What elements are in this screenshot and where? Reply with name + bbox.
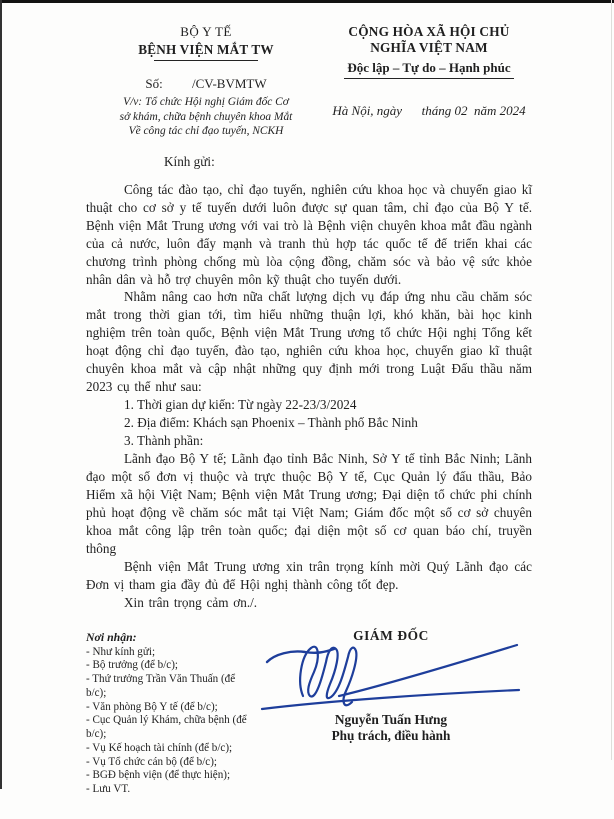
list-item-time: 1. Thời gian dự kiến: Từ ngày 22-23/3/2024 <box>124 397 357 413</box>
recipient-item: - Văn phòng Bộ Y tế (để b/c); <box>86 700 218 713</box>
handwritten-signature <box>259 638 523 718</box>
ministry-name: BỘ Y TẾ <box>180 24 232 39</box>
scan-artifact-top-edge <box>0 0 614 3</box>
salutation: Kính gửi: <box>164 153 215 169</box>
document-subject <box>86 95 326 139</box>
header-issuer-block <box>86 24 326 139</box>
scan-artifact-right-edge <box>611 0 612 760</box>
recipient-item: - BGĐ bệnh viện (để thực hiện); <box>86 769 231 782</box>
letter-header <box>86 24 532 139</box>
signer-name: Nguyễn Tuấn Hưng <box>334 711 448 727</box>
recipient-item: - Lưu VT. <box>86 783 131 796</box>
recipient-item: - Thứ trưởng Trần Văn Thuấn (để b/c); <box>86 673 236 699</box>
signer-title: GIÁM ĐỐC <box>353 627 429 643</box>
scan-artifact-left-edge <box>0 0 2 789</box>
list-item-venue: 2. Địa điểm: Khách sạn Phoenix – Thành phố Bắc Ninh <box>124 415 418 431</box>
organization-underline <box>154 60 258 61</box>
header-national-block <box>326 24 532 139</box>
paragraph-purpose: Nhằm nâng cao hơn nữa chất lượng dịch vụ đáp ứng nhu cầu chăm sóc mắt trong thời gian tới, tìm hiểu những thuận lợi, khó khăn, bài học kinh nghiệm trên toàn quốc, Bệnh viện Mắt Trung ương tổ chức Hội nghị Tổng kết hoạt động chỉ đạo tuyến, đào tạo, nghiên cứu khoa học, chuyển giao kĩ thuật chuyên khoa mắt và cập nhật những quy định mới trong Luật Đấu thầu năm 2023 cụ thể như sau: <box>86 289 532 395</box>
paragraph-closing: Xin trân trọng cảm ơn./. <box>124 594 258 610</box>
recipients-label: Nơi nhận: <box>86 629 137 644</box>
letter-body <box>86 153 532 612</box>
document-number: Số: /CV-BVMTW <box>145 76 267 91</box>
paragraph-intro: Công tác đào tạo, chỉ đạo tuyến, nghiên cứu khoa học và chuyển giao kĩ thuật cho cơ sở y tế tuyến dưới luôn được sự quan tâm, chỉ đạo của Bộ Y tế. Bệnh viện Mắt Trung ương với vai trò là Bệnh viện chuyên khoa mắt đầu ngành của cả nước, luôn đẩy mạnh và tranh thủ hợp tác quốc tế để triển khai các chương trình phòng chống mù lòa cộng đồng, chăm sóc và bảo vệ sức khỏe nhân dân và hỗ trợ chuyên môn kỹ thuật cho tuyến dưới. <box>86 181 532 287</box>
national-motto: Độc lập – Tự do – Hạnh phúc <box>347 60 511 75</box>
signature-block <box>250 626 532 797</box>
recipients-block <box>86 626 250 797</box>
paragraph-participants-detail: Lãnh đạo Bộ Y tế; Lãnh đạo tỉnh Bắc Ninh, Sở Y tế tỉnh Bắc Ninh; Lãnh đạo một số đơn vị thuộc và trực thuộc Bộ Y tế, Cục Quản lý đấu thầu, Bảo Hiểm xã hội Việt Nam; Bệnh viện Mắt Trung ương; Đại diện tổ chức phi chính phủ hoạt động về chăm sóc mắt tại Việt Nam; Giám đốc một số cơ sở chuyên khoa mắt công lập trên toàn quốc; đại diện một số cơ quan báo chí, truyền thông <box>86 451 532 556</box>
motto-underline <box>344 78 514 79</box>
signer-role: Phụ trách, điều hành <box>331 727 451 743</box>
letter-footer <box>86 626 532 797</box>
paragraph-invitation: Bệnh viện Mắt Trung ương xin trân trọng kính mời Quý Lãnh đạo các Đơn vị tham gia đầy đủ để Hội nghị thành công tốt đẹp. <box>86 558 532 592</box>
subject-line-2: sở khám, chữa bệnh chuyên khoa Mắt <box>119 110 293 123</box>
recipient-item: - Vụ Tổ chức cán bộ (để b/c); <box>86 755 217 768</box>
list-item-participants: 3. Thành phần: <box>124 433 204 449</box>
recipient-item: - Như kính gửi; <box>86 645 156 658</box>
recipient-item: - Bộ trưởng (để b/c); <box>86 659 178 672</box>
place-date-line: Hà Nội, ngày tháng 02 năm 2024 <box>332 103 526 118</box>
recipient-item: - Vụ Kế hoạch tài chính (để b/c); <box>86 741 233 754</box>
subject-line-1: V/v: Tổ chức Hội nghị Giám đốc Cơ <box>123 96 289 108</box>
recipient-item: - Cục Quản lý Khám, chữa bệnh (để b/c); <box>86 714 247 741</box>
organization-name: BỆNH VIỆN MẮT TW <box>138 42 274 57</box>
national-title: CỘNG HÒA XÃ HỘI CHỦ NGHĨA VIỆT NAM <box>348 24 510 55</box>
subject-line-3: Về công tác chỉ đạo tuyến, NCKH <box>128 125 284 138</box>
